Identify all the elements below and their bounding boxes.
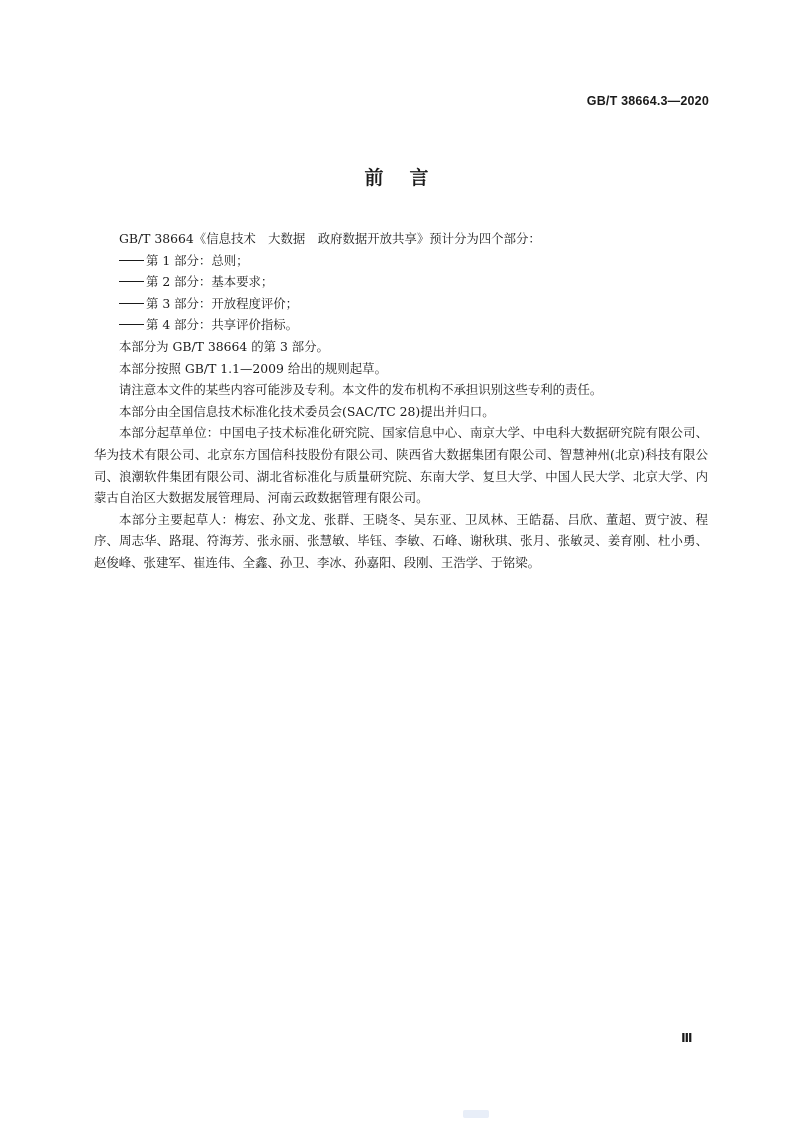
list-item-text: 第 1 部分：总则； (146, 252, 249, 268)
scan-mark (463, 1110, 489, 1118)
list-item (94, 314, 708, 336)
paragraph-drafting-rules: 本部分按照 GB/T 1.1—2009 给出的规则起草。 (119, 360, 387, 376)
intro-paragraph: GB/T 38664《信息技术 大数据 政府数据开放共享》预计分为四个部分： (119, 231, 541, 246)
list-item (94, 293, 708, 315)
dash-icon (119, 303, 144, 304)
paragraph-patent-notice: 请注意本文件的某些内容可能涉及专利。本文件的发布机构不承担识别这些专利的责任。 (119, 382, 603, 398)
list-item (94, 250, 708, 272)
dash-icon (119, 324, 144, 325)
paragraph-part-note: 本部分为 GB/T 38664 的第 3 部分。 (119, 338, 329, 354)
document-body (94, 228, 708, 574)
paragraph-drafters: 本部分主要起草人：梅宏、孙文龙、张群、王晓冬、吴东亚、卫凤林、王皓磊、吕欣、董超、贾宁波、程序、周志华、路琨、符海芳、张永丽、张慧敏、毕钰、李敏、石峰、谢秋琪、张月、张敏灵、姜育刚、杜小勇、赵俊峰、张建军、崔连伟、全鑫、孙卫、李冰、孙嘉阳、段刚、王浩学、于铭梁。 (94, 511, 708, 570)
list-item-text: 第 3 部分：开放程度评价； (146, 295, 299, 311)
paragraph-drafting-units: 本部分起草单位：中国电子技术标准化研究院、国家信息中心、南京大学、中电科大数据研究院有限公司、华为技术有限公司、北京东方国信科技股份有限公司、陕西省大数据集团有限公司、智慧神州(北京)科技有限公司、浪潮软件集团有限公司、湖北省标准化与质量研究院、东南大学、复旦大学、中国人民大学、北京大学、内蒙古自治区大数据发展管理局、河南云政数据管理有限公司。 (94, 425, 708, 506)
dash-icon (119, 281, 144, 282)
list-item-text: 第 2 部分：基本要求； (146, 274, 274, 290)
standard-code: GB/T 38664.3—2020 (586, 94, 709, 108)
page-title: 前言 (364, 167, 455, 189)
list-item-text: 第 4 部分：共享评价指标。 (146, 317, 299, 333)
list-item (94, 271, 708, 293)
dash-icon (119, 260, 144, 261)
page-number: Ⅲ (681, 1031, 692, 1045)
paragraph-committee: 本部分由全国信息技术标准化技术委员会(SAC/TC 28)提出并归口。 (119, 403, 495, 419)
